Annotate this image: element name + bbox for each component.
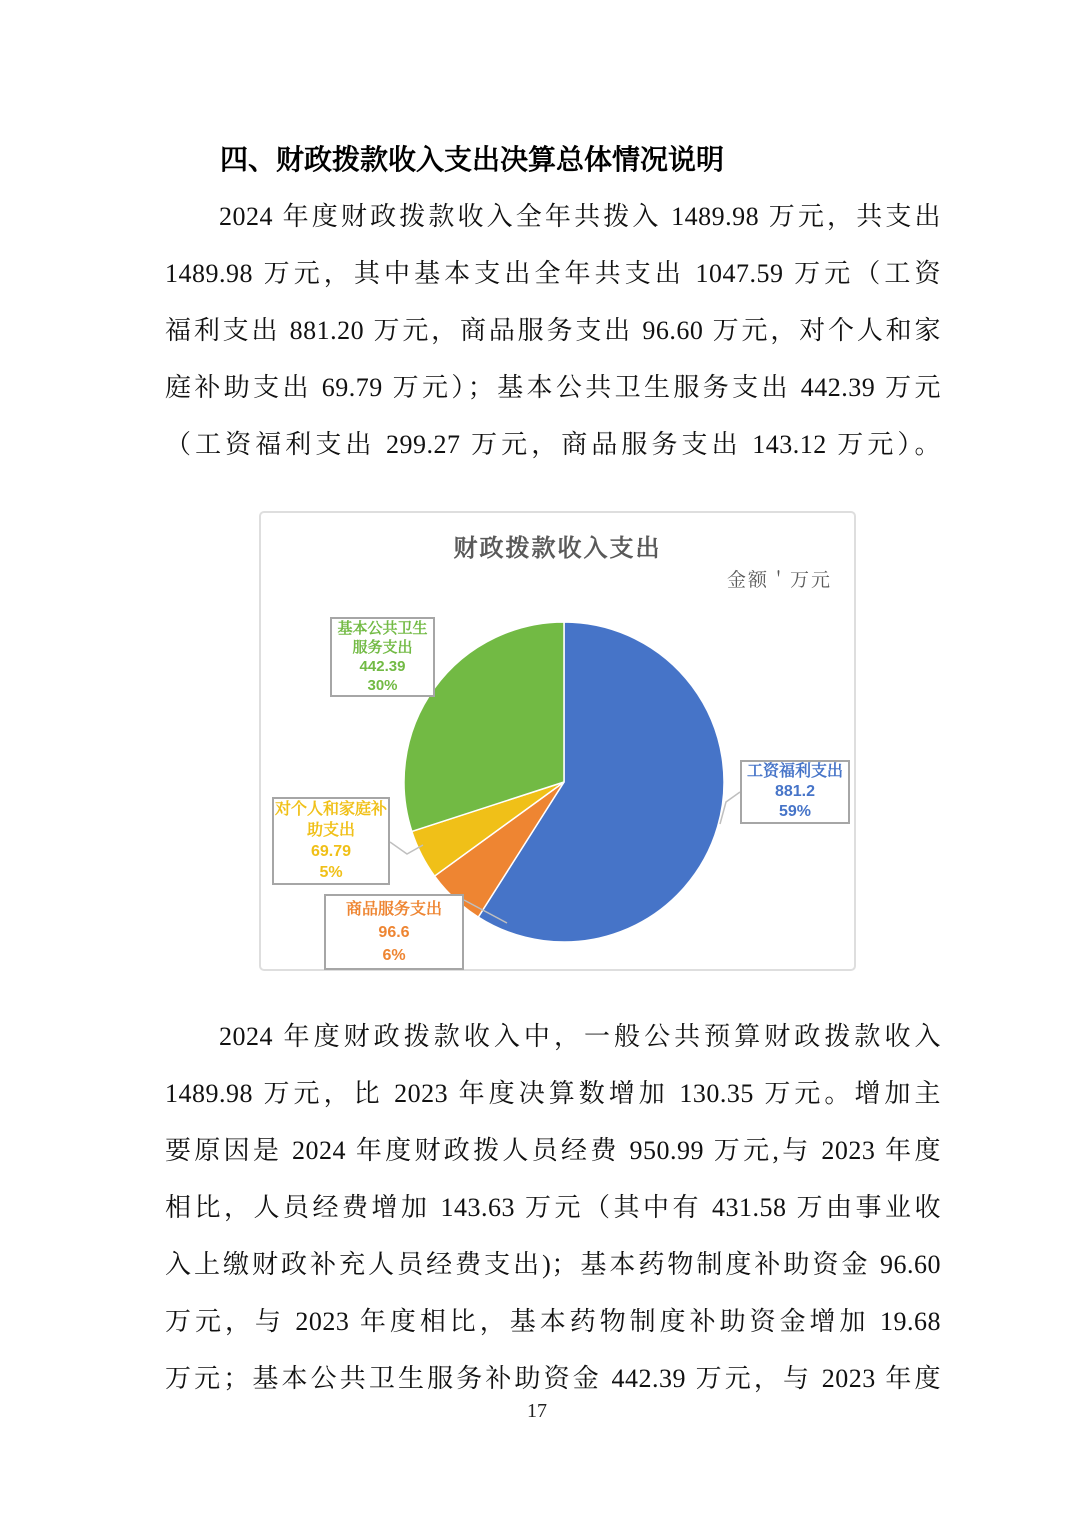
paragraph-line: 要原因是 2024 年度财政拨人员经费 950.99 万元,与 2023 年度 bbox=[165, 1136, 941, 1165]
paragraph-line: 1489.98 万元，比 2023 年度决算数增加 130.35 万元。增加主 bbox=[165, 1079, 941, 1108]
callout-label: 基本公共卫生服务支出 bbox=[337, 620, 428, 656]
paragraph-line: 相比，人员经费增加 143.63 万元（其中有 431.58 万由事业收 bbox=[165, 1193, 941, 1222]
callout-goods-services bbox=[324, 894, 464, 970]
callout-label: 对个人和家庭补助支出 bbox=[274, 801, 387, 839]
paragraph-1 bbox=[165, 188, 941, 473]
callout-pct: 6% bbox=[382, 946, 406, 964]
paragraph-line: 2024 年度财政拨款收入中，一般公共预算财政拨款收入 bbox=[219, 1022, 941, 1051]
paragraph-line: 1489.98 万元，其中基本支出全年共支出 1047.59 万元（工资 bbox=[165, 259, 941, 288]
callout-pct: 59% bbox=[778, 803, 812, 820]
paragraph-line: 2024 年度财政拨款收入全年共拨入 1489.98 万元，共支出 bbox=[219, 202, 941, 231]
callout-value: 69.79 bbox=[310, 843, 352, 860]
callout-value: 442.39 bbox=[359, 658, 406, 675]
callout-label: 商品服务支出 bbox=[345, 900, 442, 918]
paragraph-line: （工资福利支出 299.27 万元，商品服务支出 143.12 万元）。 bbox=[165, 430, 941, 459]
callout-public-health-service bbox=[330, 617, 435, 697]
callout-individual-family-subsidy bbox=[272, 797, 390, 885]
callout-value: 881.2 bbox=[774, 783, 816, 800]
chart-title: 财政拨款收入支出 bbox=[453, 535, 662, 562]
callout-pct: 5% bbox=[319, 864, 343, 881]
callout-value: 96.6 bbox=[378, 923, 410, 941]
paragraph-line: 万元，与 2023 年度相比，基本药物制度补助资金增加 19.68 bbox=[165, 1307, 941, 1336]
paragraph-line: 入上缴财政补充人员经费支出)；基本药物制度补助资金 96.60 bbox=[165, 1250, 941, 1279]
chart-unit-label: 金额＇万元 bbox=[726, 570, 832, 591]
page-number: 17 bbox=[527, 1400, 547, 1422]
callout-label: 工资福利支出 bbox=[746, 763, 843, 780]
paragraph-line: 福利支出 881.20 万元，商品服务支出 96.60 万元，对个人和家 bbox=[165, 316, 941, 345]
section-title: 四、财政拨款收入支出决算总体情况说明 bbox=[220, 144, 725, 175]
callout-wage-welfare bbox=[740, 760, 850, 824]
paragraph-line: 万元；基本公共卫生服务补助资金 442.39 万元，与 2023 年度 bbox=[165, 1364, 941, 1393]
paragraph-line: 庭补助支出 69.79 万元）；基本公共卫生服务支出 442.39 万元 bbox=[165, 373, 941, 402]
pie-chart bbox=[259, 511, 856, 971]
paragraph-2 bbox=[165, 1008, 941, 1407]
callout-pct: 30% bbox=[367, 677, 398, 694]
